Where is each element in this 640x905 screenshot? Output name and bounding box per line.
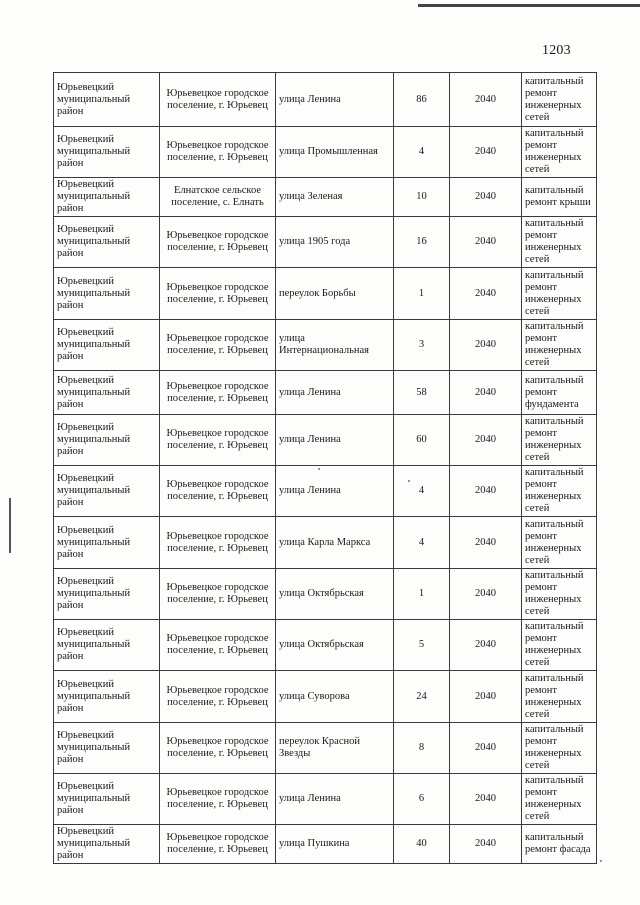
- district-cell: Юрьевецкий муниципальный район: [54, 415, 160, 466]
- work-type-cell: капитальный ремонт фасада: [522, 825, 597, 864]
- year-cell: 2040: [450, 620, 522, 671]
- work-type-cell: капитальный ремонт инженерных сетей: [522, 517, 597, 569]
- settlement-cell: Юрьевецкое городское поселение, г. Юрьевец: [160, 825, 276, 864]
- district-cell: Юрьевецкий муниципальный район: [54, 671, 160, 723]
- district-cell: Юрьевецкий муниципальный район: [54, 466, 160, 517]
- settlement-cell: Юрьевецкое городское поселение, г. Юрьевец: [160, 268, 276, 320]
- district-cell: Юрьевецкий муниципальный район: [54, 268, 160, 320]
- table-row: [54, 620, 597, 671]
- district-cell: Юрьевецкий муниципальный район: [54, 569, 160, 620]
- house-number-cell: 1: [394, 569, 450, 620]
- settlement-cell: Юрьевецкое городское поселение, г. Юрьевец: [160, 73, 276, 127]
- settlement-cell: Юрьевецкое городское поселение, г. Юрьевец: [160, 517, 276, 569]
- settlement-cell: Юрьевецкое городское поселение, г. Юрьевец: [160, 774, 276, 825]
- house-number-cell: 60: [394, 415, 450, 466]
- house-number-cell: 5: [394, 620, 450, 671]
- house-number-cell: 86: [394, 73, 450, 127]
- settlement-cell: Елнатское сельское поселение, с. Елнать: [160, 178, 276, 217]
- scan-speck: [600, 860, 602, 862]
- district-cell: Юрьевецкий муниципальный район: [54, 217, 160, 268]
- street-cell: улица Ленина: [276, 371, 394, 415]
- year-cell: 2040: [450, 415, 522, 466]
- work-type-cell: капитальный ремонт крыши: [522, 178, 597, 217]
- year-cell: 2040: [450, 371, 522, 415]
- street-cell: переулок Красной Звезды: [276, 723, 394, 774]
- work-type-cell: капитальный ремонт инженерных сетей: [522, 73, 597, 127]
- settlement-cell: Юрьевецкое городское поселение, г. Юрьевец: [160, 671, 276, 723]
- work-type-cell: капитальный ремонт инженерных сетей: [522, 774, 597, 825]
- district-cell: Юрьевецкий муниципальный район: [54, 178, 160, 217]
- street-cell: улица Пушкина: [276, 825, 394, 864]
- page-number: 1203: [542, 43, 571, 58]
- street-cell: улица Карла Маркса: [276, 517, 394, 569]
- table-row: [54, 774, 597, 825]
- work-type-cell: капитальный ремонт инженерных сетей: [522, 671, 597, 723]
- table-row: [54, 127, 597, 178]
- street-cell: переулок Борьбы: [276, 268, 394, 320]
- district-cell: Юрьевецкий муниципальный район: [54, 723, 160, 774]
- street-cell: улица Зеленая: [276, 178, 394, 217]
- table-row: [54, 320, 597, 371]
- housing-register-table: [53, 72, 597, 864]
- work-type-cell: капитальный ремонт инженерных сетей: [522, 415, 597, 466]
- top-scan-rule: [418, 4, 640, 7]
- street-cell: улица Ленина: [276, 774, 394, 825]
- year-cell: 2040: [450, 320, 522, 371]
- house-number-cell: 24: [394, 671, 450, 723]
- register-table-body: [54, 73, 597, 864]
- street-cell: улица Ленина: [276, 73, 394, 127]
- settlement-cell: Юрьевецкое городское поселение, г. Юрьевец: [160, 320, 276, 371]
- work-type-cell: капитальный ремонт фундамента: [522, 371, 597, 415]
- settlement-cell: Юрьевецкое городское поселение, г. Юрьевец: [160, 371, 276, 415]
- work-type-cell: капитальный ремонт инженерных сетей: [522, 320, 597, 371]
- house-number-cell: 4: [394, 466, 450, 517]
- district-cell: Юрьевецкий муниципальный район: [54, 517, 160, 569]
- settlement-cell: Юрьевецкое городское поселение, г. Юрьевец: [160, 127, 276, 178]
- table-row: [54, 415, 597, 466]
- house-number-cell: 16: [394, 217, 450, 268]
- street-cell: улица Октябрьская: [276, 620, 394, 671]
- house-number-cell: 10: [394, 178, 450, 217]
- settlement-cell: Юрьевецкое городское поселение, г. Юрьевец: [160, 217, 276, 268]
- settlement-cell: Юрьевецкое городское поселение, г. Юрьевец: [160, 723, 276, 774]
- table-row: [54, 178, 597, 217]
- work-type-cell: капитальный ремонт инженерных сетей: [522, 127, 597, 178]
- year-cell: 2040: [450, 774, 522, 825]
- work-type-cell: капитальный ремонт инженерных сетей: [522, 268, 597, 320]
- street-cell: улица Интернациональная: [276, 320, 394, 371]
- year-cell: 2040: [450, 466, 522, 517]
- table-row: [54, 723, 597, 774]
- table-row: [54, 466, 597, 517]
- table-row: [54, 371, 597, 415]
- table-row: [54, 517, 597, 569]
- street-cell: улица Суворова: [276, 671, 394, 723]
- district-cell: Юрьевецкий муниципальный район: [54, 73, 160, 127]
- house-number-cell: 3: [394, 320, 450, 371]
- street-cell: улица Ленина: [276, 415, 394, 466]
- district-cell: Юрьевецкий муниципальный район: [54, 320, 160, 371]
- scan-artifact-line: [9, 498, 11, 553]
- house-number-cell: 4: [394, 127, 450, 178]
- year-cell: 2040: [450, 723, 522, 774]
- street-cell: улица 1905 года: [276, 217, 394, 268]
- year-cell: 2040: [450, 217, 522, 268]
- settlement-cell: Юрьевецкое городское поселение, г. Юрьевец: [160, 466, 276, 517]
- year-cell: 2040: [450, 127, 522, 178]
- year-cell: 2040: [450, 178, 522, 217]
- house-number-cell: 40: [394, 825, 450, 864]
- district-cell: Юрьевецкий муниципальный район: [54, 371, 160, 415]
- settlement-cell: Юрьевецкое городское поселение, г. Юрьевец: [160, 415, 276, 466]
- house-number-cell: 6: [394, 774, 450, 825]
- settlement-cell: Юрьевецкое городское поселение, г. Юрьевец: [160, 620, 276, 671]
- work-type-cell: капитальный ремонт инженерных сетей: [522, 620, 597, 671]
- house-number-cell: 58: [394, 371, 450, 415]
- street-cell: улица Ленина: [276, 466, 394, 517]
- table-row: [54, 73, 597, 127]
- work-type-cell: капитальный ремонт инженерных сетей: [522, 466, 597, 517]
- table-row: [54, 825, 597, 864]
- house-number-cell: 1: [394, 268, 450, 320]
- work-type-cell: капитальный ремонт инженерных сетей: [522, 569, 597, 620]
- table-row: [54, 569, 597, 620]
- house-number-cell: 8: [394, 723, 450, 774]
- district-cell: Юрьевецкий муниципальный район: [54, 774, 160, 825]
- work-type-cell: капитальный ремонт инженерных сетей: [522, 217, 597, 268]
- year-cell: 2040: [450, 825, 522, 864]
- work-type-cell: капитальный ремонт инженерных сетей: [522, 723, 597, 774]
- year-cell: 2040: [450, 517, 522, 569]
- year-cell: 2040: [450, 671, 522, 723]
- district-cell: Юрьевецкий муниципальный район: [54, 825, 160, 864]
- table-row: [54, 671, 597, 723]
- house-number-cell: 4: [394, 517, 450, 569]
- table-row: [54, 217, 597, 268]
- year-cell: 2040: [450, 73, 522, 127]
- year-cell: 2040: [450, 268, 522, 320]
- street-cell: улица Промышленная: [276, 127, 394, 178]
- district-cell: Юрьевецкий муниципальный район: [54, 127, 160, 178]
- district-cell: Юрьевецкий муниципальный район: [54, 620, 160, 671]
- year-cell: 2040: [450, 569, 522, 620]
- table-row: [54, 268, 597, 320]
- settlement-cell: Юрьевецкое городское поселение, г. Юрьевец: [160, 569, 276, 620]
- street-cell: улица Октябрьская: [276, 569, 394, 620]
